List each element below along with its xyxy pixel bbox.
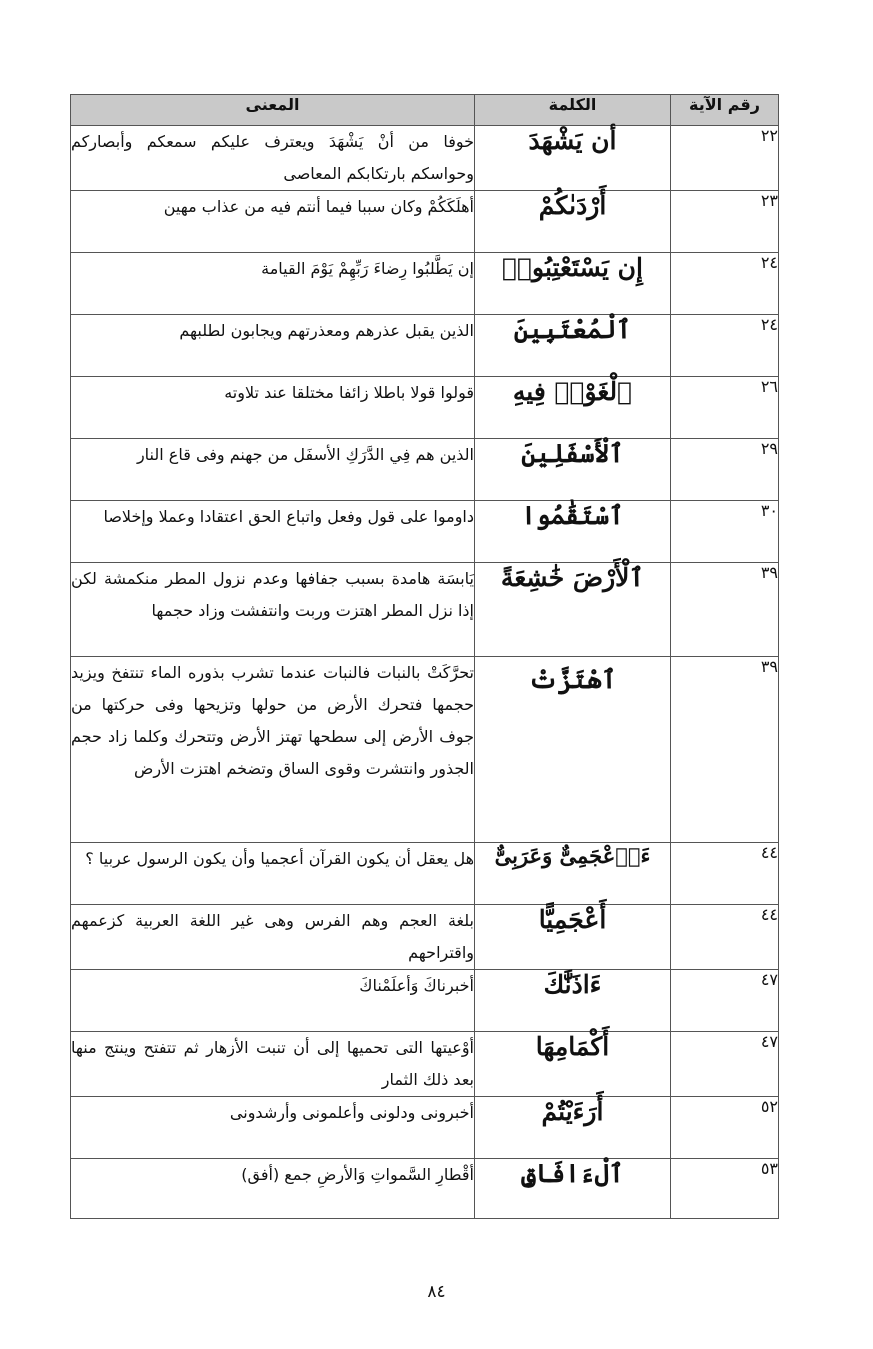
vocabulary-table bbox=[70, 94, 779, 1219]
header-meaning: المعنى bbox=[71, 95, 475, 126]
verse-number: ٥٢ bbox=[671, 1097, 779, 1159]
quran-word: ٱلْأَرْضَ خَٰشِعَةً bbox=[475, 563, 671, 657]
word-meaning: أوْعيتها التى تحميها إلى أن تنبت الأزهار ثم تتفتح وينتج منها بعد ذلك الثمار bbox=[71, 1032, 475, 1097]
verse-number: ٤٧ bbox=[671, 970, 779, 1032]
word-meaning: خوفا من أنْ يَشْهَدَ ويعترف عليكم سمعكم وأبصاركم وحواسكم بارتكابكم المعاصى bbox=[71, 126, 475, 191]
verse-number: ٢٩ bbox=[671, 439, 779, 501]
word-meaning: داوموا على قول وفعل واتباع الحق اعتقادا وعملا وإخلاصا bbox=[71, 501, 475, 563]
table-row bbox=[71, 1097, 779, 1159]
word-meaning: يَابسَة هامدة بسبب جفافها وعدم نزول المطر منكمشة لكن إذا نزل المطر اهتزت وربت وانتفشت وزاد حجمها bbox=[71, 563, 475, 657]
quran-word: ٱلْءَافَاقِ bbox=[475, 1159, 671, 1219]
word-meaning: هل يعقل أن يكون القرآن أعجميا وأن يكون الرسول عربيا ؟ bbox=[71, 843, 475, 905]
word-meaning: الذين يقبل عذرهم ومعذرتهم ويجابون لطلبهم bbox=[71, 315, 475, 377]
table-row bbox=[71, 253, 779, 315]
quran-word: ٱسْتَقَٰمُوا bbox=[475, 501, 671, 563]
table-row bbox=[71, 563, 779, 657]
quran-word: أن يَشْهَدَ bbox=[475, 126, 671, 191]
word-meaning: أخبرونى ودلونى وأعلمونى وأرشدونى bbox=[71, 1097, 475, 1159]
verse-number: ٢٣ bbox=[671, 191, 779, 253]
verse-number: ٢٤ bbox=[671, 253, 779, 315]
table-row bbox=[71, 377, 779, 439]
verse-number: ٣٩ bbox=[671, 563, 779, 657]
table-row bbox=[71, 843, 779, 905]
table-body bbox=[71, 126, 779, 1219]
table-row bbox=[71, 315, 779, 377]
quran-word: ٱلْغَوْا۟ فِيهِ bbox=[475, 377, 671, 439]
quran-word: ءَاذَنَّٰكَ bbox=[475, 970, 671, 1032]
header-word: الكلمة bbox=[475, 95, 671, 126]
table-row bbox=[71, 970, 779, 1032]
table-row bbox=[71, 191, 779, 253]
table-row bbox=[71, 905, 779, 970]
quran-word: ٱهْتَزَّتْ bbox=[475, 657, 671, 843]
word-meaning: أقْطارِ السَّمواتِ وَالأرضِ جمع (أفق) bbox=[71, 1159, 475, 1219]
table-row bbox=[71, 1159, 779, 1219]
table-row bbox=[71, 501, 779, 563]
verse-number: ٤٤ bbox=[671, 905, 779, 970]
table-row bbox=[71, 126, 779, 191]
verse-number: ٤٧ bbox=[671, 1032, 779, 1097]
word-meaning: بلغة العجم وهم الفرس وهى غير اللغة العربية كزعمهم واقتراحهم bbox=[71, 905, 475, 970]
verse-number: ٢٤ bbox=[671, 315, 779, 377]
word-meaning: تحرَّكَتْ بالنبات فالنبات عندما تشرب بذوره الماء تنتفخ ويزيد حجمها فتحرك الأرض من حولها وتزيحها وفى حركتها من جوف الأرض إلى سطحها تهتز الأرض وتتحرك وكلما زاد حجم الجذور وانتشرت وقوى الساق وتضخم اهتزت الأرض bbox=[71, 657, 475, 843]
verse-number: ٣٠ bbox=[671, 501, 779, 563]
word-meaning: قولوا قولا باطلا زائفا مختلقا عند تلاوته bbox=[71, 377, 475, 439]
quran-word: أَرَءَيْتُمْ bbox=[475, 1097, 671, 1159]
quran-word: ٱلْأَسْفَلِينَ bbox=[475, 439, 671, 501]
word-meaning: أخبرناكَ وَأعلَمْناكَ bbox=[71, 970, 475, 1032]
word-meaning: أهلَكَكُمْ وكان سببا فيما أنتم فيه من عذاب مهين bbox=[71, 191, 475, 253]
quran-word: أَعْجَمِيًّا bbox=[475, 905, 671, 970]
verse-number: ٣٩ bbox=[671, 657, 779, 843]
quran-word: إِن يَسْتَعْتِبُوا۟ bbox=[475, 253, 671, 315]
verse-number: ٥٣ bbox=[671, 1159, 779, 1219]
quran-word: ٱلْمُعْتَبِينَ bbox=[475, 315, 671, 377]
word-meaning: إن يَطَّلبُوا رِضاءَ رَبِّهِمْ يَوْمَ القيامة bbox=[71, 253, 475, 315]
word-meaning: الذين هم فِي الدَّرَكِ الأسفَل من جهنم وفى قاع النار bbox=[71, 439, 475, 501]
page-number: ٨٤ bbox=[427, 1282, 446, 1302]
verse-number: ٢٢ bbox=[671, 126, 779, 191]
table-row bbox=[71, 439, 779, 501]
verse-number: ٤٤ bbox=[671, 843, 779, 905]
quran-word: ءَا۬عْجَمِىٌّ وَعَرَبِىٌّ bbox=[475, 843, 671, 905]
table-row bbox=[71, 657, 779, 843]
quran-word: أَكْمَامِهَا bbox=[475, 1032, 671, 1097]
verse-number: ٢٦ bbox=[671, 377, 779, 439]
table-header bbox=[71, 95, 779, 126]
table-row bbox=[71, 1032, 779, 1097]
quran-word: أَرْدَىٰكُمْ bbox=[475, 191, 671, 253]
header-verse-number: رقم الآية bbox=[671, 95, 779, 126]
